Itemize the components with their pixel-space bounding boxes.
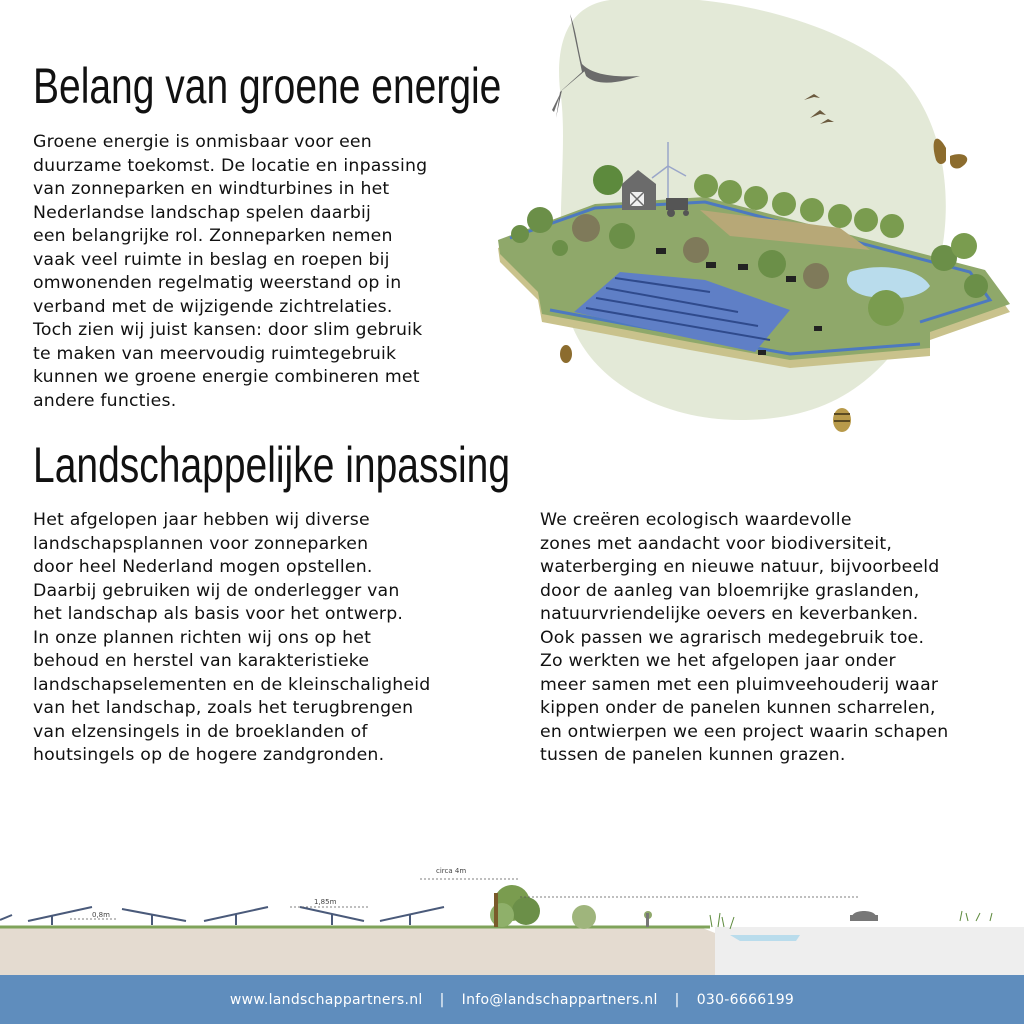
text-line: een belangrijke rol. Zonneparken nemen [33,226,393,246]
text-line: het landschap als basis voor het ontwerp. [33,604,404,624]
text-line: landschapsplannen voor zonneparken [33,533,369,554]
paragraph-groene-energie [33,131,427,413]
text-line: Groene energie is onmisbaar voor een [33,132,372,152]
section-solar-panels [0,907,444,925]
landscape-illustration [490,0,1024,440]
section-hedge [490,885,652,929]
text-line: verband met de wijzigende zichtrelaties. [33,296,393,317]
text-line: omwonenden regelmatig weerstand op in [33,273,402,293]
paragraph-inpassing-left [33,509,430,768]
text-line: Nederlandse landschap spelen daarbij [33,202,372,223]
paragraph-inpassing-right [540,509,948,768]
bee-icon [833,408,851,432]
text-line: te maken van meervoudig ruimtegebruik [33,343,397,364]
dimension-label-high: 1,85m [314,898,337,906]
text-line: behoud en herstel van karakteristieke [33,651,370,671]
heading-groene-energie: Belang van groene energie [33,58,502,114]
text-line: Toch zien wij juist kansen: door slim gebruik [33,320,423,340]
section-water [730,935,800,941]
footer-separator: | [439,991,445,1008]
text-line: van zonneparken en windturbines in het [33,179,390,199]
heading-landschappelijke-inpassing: Landschappelijke inpassing [33,437,511,493]
footer-separator: | [674,991,680,1008]
text-line: kunnen we groene energie combineren met [33,367,420,387]
footer-website-link[interactable]: www.landschappartners.nl [229,991,423,1008]
footer-email-link[interactable]: Info@landschappartners.nl [461,991,658,1008]
text-line: tussen de panelen kunnen grazen. [540,745,846,765]
text-line: andere functies. [33,390,177,411]
cross-section-illustration [0,855,1024,975]
text-line: We creëren ecologisch waardevolle [540,510,852,530]
text-line: Daarbij gebruiken wij de onderlegger van [33,580,400,601]
text-line: en ontwierpen we een project waarin schapen [540,721,949,742]
text-line: Ook passen we agrarisch medegebruik toe. [540,627,925,648]
section-car [850,911,878,921]
dimension-label-low: 0,8m [92,911,110,919]
text-line: vaak veel ruimte in beslag en roepen bij [33,249,390,270]
text-line: van elzensingels in de broeklanden of [33,721,368,742]
text-line: In onze plannen richten wij ons op het [33,627,372,648]
text-line: meer samen met een pluimveehouderij waar [540,674,939,695]
footer-phone[interactable]: 030-6666199 [696,991,795,1008]
text-line: door heel Nederland mogen opstellen. [33,557,373,577]
text-line: duurzame toekomst. De locatie en inpassing [33,155,428,176]
footer-bar [0,975,1024,1024]
text-line: Het afgelopen jaar hebben wij diverse [33,510,370,530]
text-line: van het landschap, zoals het terugbrengen [33,698,414,718]
text-line: door de aanleg van bloemrijke graslanden, [540,580,920,601]
dimension-label-hedge: circa 4m [436,867,467,875]
text-line: natuurvriendelijke oevers en keverbanken. [540,604,919,624]
text-line: landschapselementen en de kleinschaligheid [33,674,431,695]
text-line: waterberging en nieuwe natuur, bijvoorbeeld [540,557,940,577]
text-line: Zo werkten we het afgelopen jaar onder [540,651,896,671]
text-line: houtsingels op de hogere zandgronden. [33,745,385,765]
text-line: zones met aandacht voor biodiversiteit, [540,533,893,554]
text-line: kippen onder de panelen kunnen scharrelen, [540,698,936,718]
beetle-icon [560,345,572,363]
